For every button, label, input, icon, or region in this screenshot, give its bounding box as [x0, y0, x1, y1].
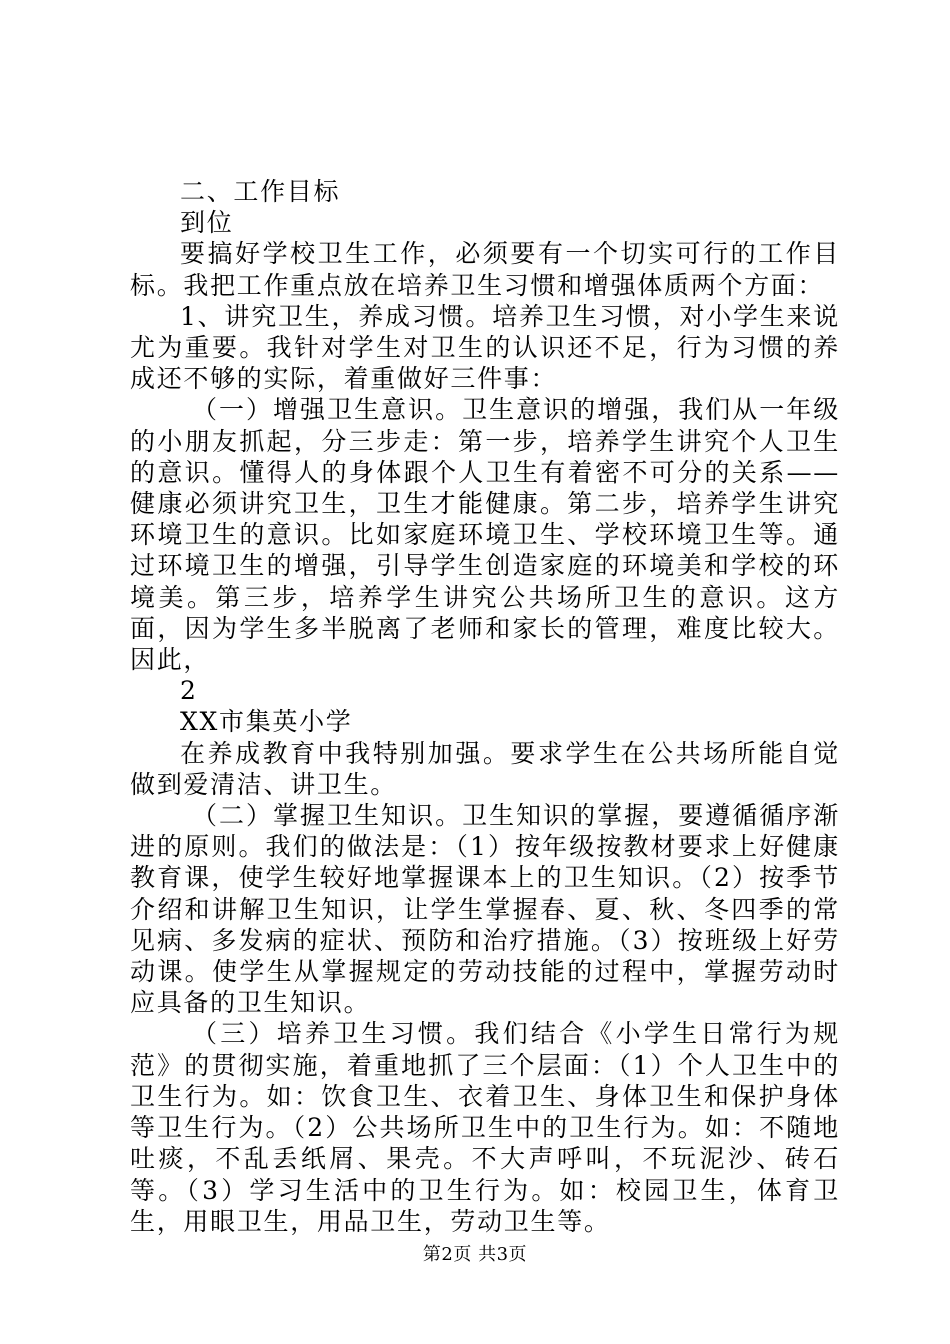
- paragraph: （一）增强卫生意识。卫生意识的增强，我们从一年级的小朋友抓起，分三步走：第一步，培养学生讲究个人卫生的意识。懂得人的身体跟个人卫生有着密不可分的关系——健康必须讲究卫生，卫生才能健康。第二步，培养学生讲究环境卫生的意识。比如家庭环境卫生、学校环境卫生等。通过环境卫生的增强，引导学生创造家庭的环境美和学校的环境美。第三步，培养学生讲究公共场所卫生的意识。这方面，因为学生多半脱离了老师和家长的管理，难度比较大。因此，: [130, 395, 840, 675]
- paragraph: （三）培养卫生习惯。我们结合《小学生日常行为规范》的贯彻实施，着重地抓了三个层面：（1）个人卫生中的卫生行为。如：饮食卫生、衣着卫生、身体卫生和保护身体等卫生行为。（2）公共场所卫生中的卫生行为。如：不随地吐痰，不乱丢纸屑、果壳。不大声呼叫，不玩泥沙、砖石等。（3）学习生活中的卫生行为。如：校园卫生，体育卫生，用眼卫生，用品卫生，劳动卫生等。: [130, 1019, 840, 1236]
- paragraph: 到位: [180, 208, 234, 238]
- page-number-inline: 2: [180, 676, 198, 706]
- paragraph: 在养成教育中我特别加强。要求学生在公共场所能自觉做到爱清洁、讲卫生。: [130, 738, 840, 799]
- page-footer: 第2页 共3页: [422, 1244, 528, 1265]
- paragraph: 要搞好学校卫生工作，必须要有一个切实可行的工作目标。我把工作重点放在培养卫生习惯和增强体质两个方面：: [130, 239, 840, 300]
- section-heading: 二、工作目标: [180, 177, 341, 206]
- paragraph: （二）掌握卫生知识。卫生知识的掌握，要遵循循序渐进的原则。我们的做法是：（1）按年级按教材要求上好健康教育课，使学生较好地掌握课本上的卫生知识。（2）按季节介绍和讲解卫生知识，让学生掌握春、夏、秋、冬四季的常见病、多发病的症状、预防和治疗措施。（3）按班级上好劳动课。使学生从掌握规定的劳动技能的过程中，掌握劳动时应具备的卫生知识。: [130, 801, 840, 1018]
- school-name: XX市集英小学: [180, 707, 353, 737]
- document-body: [130, 176, 840, 1237]
- paragraph: 1、讲究卫生，养成习惯。培养卫生习惯，对小学生来说尤为重要。我针对学生对卫生的认识还不足，行为习惯的养成还不够的实际，着重做好三件事：: [130, 301, 840, 394]
